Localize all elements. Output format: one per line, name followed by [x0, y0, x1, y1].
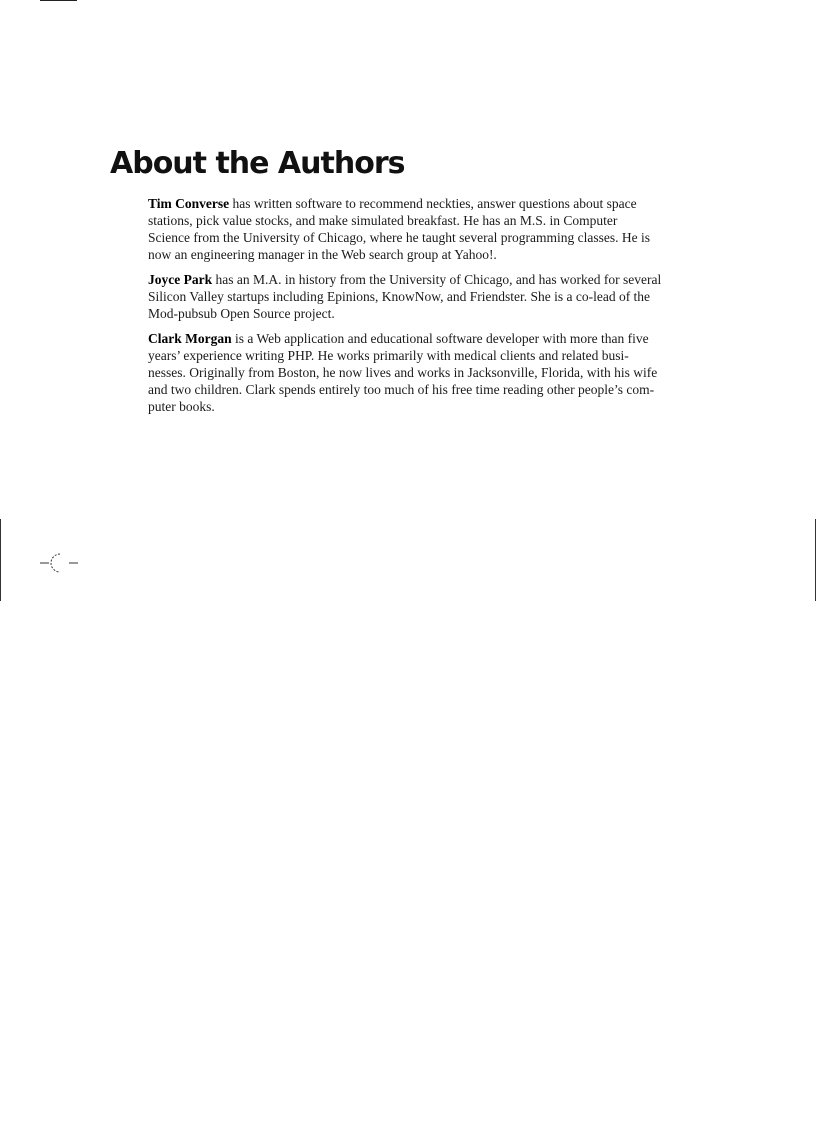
bio-line: Science from the University of Chicago, where he taught several programming classes. He is [148, 230, 650, 245]
bio-text: is a Web application and educational software developer with more than five [231, 331, 649, 346]
bio-line: stations, pick value stocks, and make simulated breakfast. He has an M.S. in Computer [148, 213, 618, 228]
author-name: Joyce Park [148, 272, 213, 287]
crop-mark-top [40, 0, 77, 1]
bio-text: has written software to recommend neckties, answer questions about space [229, 196, 637, 211]
author-bio-clark-morgan [148, 330, 708, 415]
bio-line: and two children. Clark spends entirely too much of his free time reading other people’s com- [148, 382, 655, 397]
bio-line [148, 330, 708, 347]
author-name: Tim Converse [148, 196, 230, 211]
page-title: About the Authors [110, 146, 405, 181]
bio-line: now an engineering manager in the Web search group at Yahoo!. [148, 247, 497, 262]
bio-line: puter books. [148, 399, 215, 414]
author-name: Clark Morgan [148, 331, 232, 346]
author-bio-tim-converse [148, 195, 708, 263]
author-bio-joyce-park [148, 271, 708, 322]
registration-mark-icon [40, 551, 80, 575]
bio-line [148, 195, 708, 212]
bio-line [148, 271, 708, 288]
bio-line: Mod-pubsub Open Source project. [148, 306, 335, 321]
bio-line: years’ experience writing PHP. He works primarily with medical clients and related busi- [148, 348, 629, 363]
page-edge-left [0, 519, 1, 601]
bio-line: Silicon Valley startups including Epinions, KnowNow, and Friendster. She is a co-lead of the [148, 289, 651, 304]
bio-line: nesses. Originally from Boston, he now lives and works in Jacksonville, Florida, with his wife [148, 365, 658, 380]
author-bios [148, 195, 708, 423]
bio-text: has an M.A. in history from the University of Chicago, and has worked for several [212, 272, 662, 287]
